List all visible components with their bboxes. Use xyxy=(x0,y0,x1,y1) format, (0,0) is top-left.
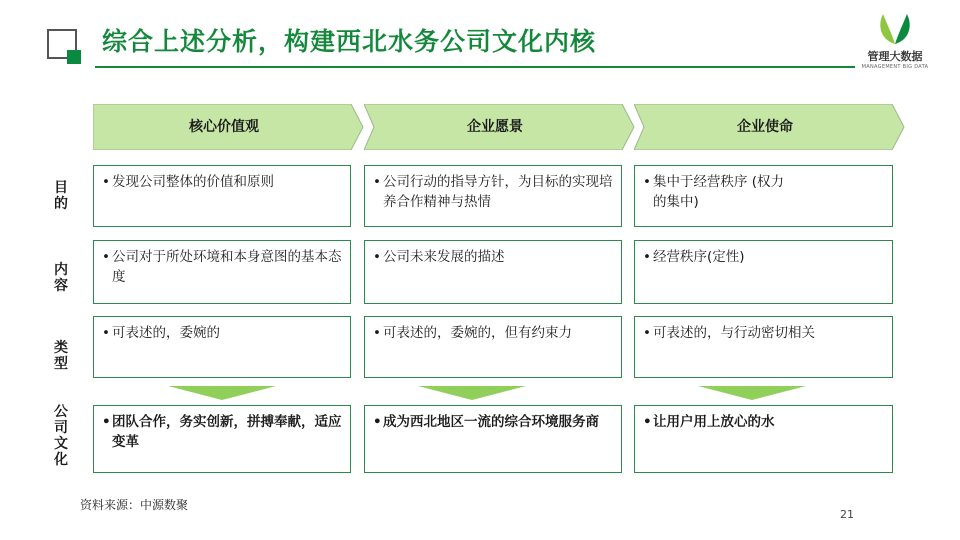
logo-name-en: MANAGEMENT BIG DATA xyxy=(861,64,929,70)
column-header-mission xyxy=(634,104,906,150)
row-label-purpose: 目 的 xyxy=(54,180,68,212)
cell-type-vision: • 可表述的，委婉的，但有约束力 xyxy=(364,316,622,378)
down-arrow-icon xyxy=(168,385,276,399)
brand-logo xyxy=(850,10,940,74)
row-label-content: 内 容 xyxy=(54,262,68,294)
cell-type-core-values: • 可表述的，委婉的 xyxy=(93,316,351,378)
source-note: 资料来源：中源数聚 xyxy=(80,498,189,512)
cell-purpose-mission: • 集中于经营秩序 (权力的集中) xyxy=(634,165,893,227)
title-marker-fill xyxy=(67,50,81,64)
cell-content-core-values: • 公司对于所处环境和本身意图的基本态度 xyxy=(93,240,351,304)
cell-culture-vision: • 成为西北地区一流的综合环境服务商 xyxy=(364,405,622,473)
column-header-label: 核心价值观 xyxy=(189,119,259,135)
cell-content-vision: • 公司未来发展的描述 xyxy=(364,240,622,304)
title-divider xyxy=(95,66,855,68)
column-header-core-values xyxy=(93,104,365,150)
column-header-label: 企业愿景 xyxy=(467,119,523,135)
cell-purpose-core-values: • 发现公司整体的价值和原则 xyxy=(93,165,351,227)
logo-name-cn: 管理大数据 xyxy=(867,50,923,63)
page-title: 综合上述分析，构建西北水务公司文化内核 xyxy=(102,27,597,56)
cell-content-mission: • 经营秩序(定性) xyxy=(634,240,893,304)
down-arrow-icon xyxy=(418,385,526,399)
cell-purpose-vision: • 公司行动的指导方针，为目标的实现培养合作精神与热情 xyxy=(364,165,622,227)
row-label-type: 类 型 xyxy=(54,340,68,372)
cell-culture-core-values: • 团队合作，务实创新，拼搏奉献，适应变革 xyxy=(93,405,351,473)
cell-culture-mission: • 让用户用上放心的水 xyxy=(634,405,893,473)
row-label-culture: 公 司 文 化 xyxy=(54,404,68,468)
leaf-logo-icon xyxy=(875,10,915,46)
page-number: 21 xyxy=(840,508,854,521)
column-header-vision xyxy=(364,104,636,150)
column-header-label: 企业使命 xyxy=(737,119,793,135)
down-arrow-icon xyxy=(698,385,806,399)
cell-type-mission: • 可表述的，与行动密切相关 xyxy=(634,316,893,378)
